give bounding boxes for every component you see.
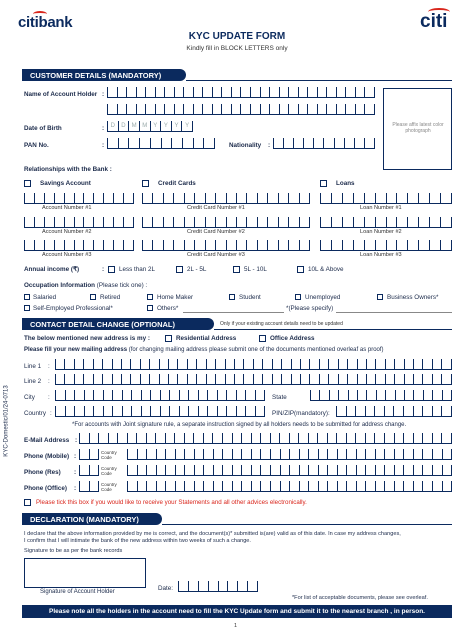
signature-box[interactable]	[24, 558, 146, 588]
residential-label: Residential Address	[176, 335, 237, 342]
phone-mobile-colon: :	[74, 453, 77, 460]
income-option-3-checkbox[interactable]	[233, 266, 240, 273]
income-option-2: 2L - 5L	[187, 266, 207, 273]
dob-label: Date of Birth	[24, 125, 62, 132]
relationships-label: Relationships with the Bank :	[24, 166, 112, 173]
citi-logo-text: citi	[420, 11, 448, 32]
pan-label: PAN No.	[24, 142, 49, 149]
contact-section-rule	[214, 329, 452, 330]
occupation-homemaker-checkbox[interactable]	[147, 294, 153, 300]
card-number-3-label: Credit Card Number #3	[187, 252, 245, 258]
phone-mobile-cc-label: Country Code	[101, 450, 117, 460]
loans-label: Loans	[336, 180, 355, 187]
occupation-unemployed-checkbox[interactable]	[295, 294, 301, 300]
new-address-label-text: Please fill your new mailing address	[24, 347, 128, 353]
dob-y2: Y	[160, 121, 171, 131]
line1-colon: :	[48, 363, 50, 370]
occupation-business: Business Owners*	[387, 294, 439, 301]
country-field[interactable]	[55, 406, 265, 417]
phone-office-cc[interactable]	[79, 481, 99, 492]
dob-d2: D	[118, 121, 129, 131]
income-option-1-checkbox[interactable]	[108, 266, 115, 273]
income-option-3: 5L - 10L	[244, 266, 267, 273]
loan-number-1-label: Loan Number #1	[360, 205, 402, 211]
citibank-logo-text: citibank	[18, 14, 73, 31]
office-label: Office Address	[270, 335, 315, 342]
account-number-1[interactable]	[24, 193, 134, 204]
email-label: E-Mail Address	[24, 437, 70, 444]
documents-note: *For list of acceptable documents, please see overleaf.	[292, 595, 428, 601]
card-number-2[interactable]	[142, 217, 310, 228]
phone-office-label: Phone (Office)	[24, 485, 68, 492]
dob-y4: Y	[181, 121, 193, 131]
occupation-retired: Retired	[100, 294, 121, 301]
form-title: KYC UPDATE FORM	[188, 31, 286, 42]
loan-number-2-label: Loan Number #2	[360, 229, 402, 235]
occupation-selfemployed-checkbox[interactable]	[24, 305, 30, 311]
page-number: 1	[234, 623, 238, 629]
line1-field[interactable]	[55, 359, 452, 370]
income-colon: :	[102, 266, 105, 273]
savings-checkbox[interactable]	[24, 180, 31, 187]
name-field-1[interactable]	[107, 87, 375, 98]
side-code: KYC-Domestic/01/24-0713	[3, 385, 10, 457]
date-label: Date:	[158, 585, 174, 592]
phone-mobile-cc[interactable]	[79, 449, 99, 460]
citi-logo-arc	[33, 11, 47, 17]
dob-m1: M	[128, 121, 139, 131]
card-number-2-label: Credit Card Number #2	[187, 229, 245, 235]
pan-colon: :	[102, 142, 105, 149]
income-option-4-checkbox[interactable]	[297, 266, 304, 273]
loan-number-1[interactable]	[320, 193, 452, 204]
occupation-specify: *(Please specify)	[286, 305, 334, 312]
joint-signature-note: *For accounts with Joint signature rule, a separate instruction signed by all holders needs to be submitted for address change.	[72, 422, 407, 428]
occupation-others: Others*	[157, 305, 179, 312]
declaration-section-rule	[162, 524, 452, 525]
pan-field[interactable]	[107, 138, 215, 149]
phone-mobile-label: Phone (Mobile)	[24, 453, 70, 460]
declaration-text-2: I confirm that I will intimate the bank of the new address within two weeks of such a change.	[24, 538, 251, 544]
line2-label: Line 2	[24, 378, 42, 385]
city-colon: :	[48, 394, 50, 401]
phone-res-colon: :	[74, 469, 77, 476]
income-label: Annual income (₹)	[24, 266, 80, 273]
footer-banner-text: Please note all the holders in the account need to fill the KYC Update form and submit it to the nearest branch , in person.	[49, 608, 425, 615]
loan-number-2[interactable]	[320, 217, 452, 228]
credit-checkbox[interactable]	[142, 180, 149, 187]
phone-res-cc-label: Country Code	[101, 466, 117, 476]
income-option-1: Less than 2L	[119, 266, 156, 273]
country-label: Country	[24, 410, 47, 417]
name-label: Name of Account Holder	[24, 91, 98, 98]
occupation-salaried-checkbox[interactable]	[24, 294, 30, 300]
income-option-4: 10L & Above	[308, 266, 344, 273]
date-field[interactable]	[178, 581, 258, 592]
address-type-label: The below mentioned new address is my :	[24, 335, 150, 342]
occupation-others-checkbox[interactable]	[147, 305, 153, 311]
credit-label: Credit Cards	[158, 180, 196, 187]
new-address-label	[24, 347, 384, 353]
electronic-statements-checkbox[interactable]	[24, 499, 31, 506]
office-checkbox[interactable]	[259, 335, 266, 342]
state-label: State	[272, 394, 287, 401]
dob-colon: :	[102, 125, 105, 132]
phone-office-cc-label: Country Code	[101, 482, 117, 492]
dob-d1: D	[107, 121, 118, 131]
dob-y1: Y	[150, 121, 161, 131]
occupation-homemaker: Home Maker	[157, 294, 194, 301]
residential-checkbox[interactable]	[165, 335, 172, 342]
nationality-colon: :	[268, 142, 271, 149]
occupation-specify-line[interactable]	[336, 312, 452, 313]
citi-logo-arc-right	[428, 8, 450, 16]
occupation-student-checkbox[interactable]	[229, 294, 235, 300]
phone-office-colon: :	[74, 485, 77, 492]
phone-res-field[interactable]	[127, 465, 452, 476]
occupation-retired-checkbox[interactable]	[90, 294, 96, 300]
declaration-section-header: DECLARATION (MANDATORY)	[22, 513, 162, 525]
customer-section-header: CUSTOMER DETAILS (MANDATORY)	[22, 69, 186, 81]
account-number-3[interactable]	[24, 240, 134, 251]
photo-text: Please affix latest color photograph	[392, 122, 444, 134]
pin-field[interactable]	[336, 406, 452, 417]
phone-res-cc[interactable]	[79, 465, 99, 476]
dob-y3: Y	[171, 121, 182, 131]
loans-checkbox[interactable]	[320, 180, 327, 187]
income-option-2-checkbox[interactable]	[176, 266, 183, 273]
dob-m2: M	[139, 121, 150, 131]
city-label: City	[24, 394, 35, 401]
occupation-salaried: Salaried	[33, 294, 57, 301]
card-number-1-label: Credit Card Number #1	[187, 205, 245, 211]
occupation-hint: (Please tick one) :	[96, 282, 148, 289]
loan-number-3[interactable]	[320, 240, 452, 251]
form-subtitle: Kindly fill in BLOCK LETTERS only	[186, 45, 288, 52]
occupation-business-checkbox[interactable]	[377, 294, 383, 300]
line1-label: Line 1	[24, 363, 42, 370]
account-number-2[interactable]	[24, 217, 134, 228]
signature-label: Signature of Account Holder	[40, 589, 115, 595]
email-colon: :	[75, 437, 78, 444]
line2-field[interactable]	[55, 374, 452, 385]
contact-section-note: Only if your existing account details need to be updated	[220, 321, 343, 327]
account-number-1-label: Account Number #1	[42, 205, 92, 211]
new-address-hint: (for changing mailing address please submit one of the documents mentioned overleaf as proof)	[128, 347, 384, 353]
card-number-3[interactable]	[142, 240, 310, 251]
savings-label: Savings Account	[40, 180, 91, 187]
loan-number-3-label: Loan Number #3	[360, 252, 402, 258]
dob-field[interactable]	[107, 121, 193, 132]
occupation-unemployed: Unemployed	[305, 294, 341, 301]
pin-label: PIN/ZIP(mandatory):	[272, 410, 330, 417]
occupation-selfemployed: Self-Employed Professional*	[33, 305, 113, 312]
contact-section-header: CONTACT DETAIL CHANGE (OPTIONAL)	[22, 318, 214, 330]
occupation-student: Student	[239, 294, 261, 301]
line2-colon: :	[48, 378, 50, 385]
nationality-label: Nationality	[229, 142, 262, 149]
email-field[interactable]	[79, 433, 452, 444]
nationality-field[interactable]	[273, 138, 375, 149]
account-number-2-label: Account Number #2	[42, 229, 92, 235]
country-colon: :	[50, 410, 52, 417]
account-number-3-label: Account Number #3	[42, 252, 92, 258]
state-field[interactable]	[310, 390, 452, 401]
card-number-1[interactable]	[142, 193, 310, 204]
phone-office-field[interactable]	[127, 481, 452, 492]
customer-section-rule	[186, 80, 452, 81]
declaration-text-1: I declare that the above information provided by me is correct, and the document(s)* submitted is(are) valid as of this date. In case my address changes,	[24, 531, 401, 537]
phone-res-label: Phone (Res)	[24, 469, 61, 476]
name-field-2[interactable]	[107, 104, 375, 115]
name-colon: :	[102, 91, 105, 98]
signature-note: Signature to be as per the bank records	[24, 548, 123, 554]
occupation-label	[24, 282, 147, 289]
electronic-statements-label: Please tick this box if you would like to receive your Statements and all other advices electronically.	[36, 499, 307, 506]
phone-mobile-field[interactable]	[127, 449, 452, 460]
occupation-others-line[interactable]	[183, 312, 284, 313]
city-field[interactable]	[55, 390, 265, 401]
occupation-label-text: Occupation Information	[24, 282, 96, 289]
